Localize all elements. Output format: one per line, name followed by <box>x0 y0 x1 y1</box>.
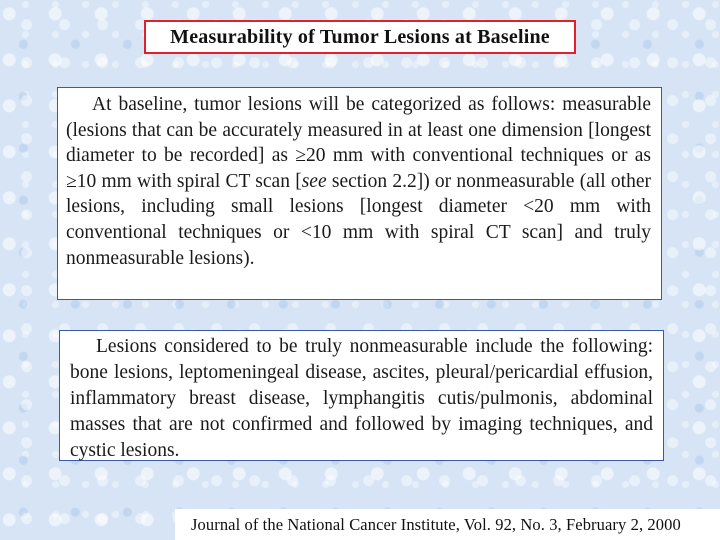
nonmeasurable-lesions-text: Lesions considered to be truly nonmeasurable include the following: bone lesions, leptomeningeal disease, ascites, pleural/pericardial effusion, inflammatory breast disease, lymphangitis cutis/pulmonis, abdominal masses that are not confirmed and followed by imaging techniques, and cystic lesions. <box>70 336 653 461</box>
citation-box <box>175 509 720 540</box>
slide-title: Measurability of Tumor Lesions at Baseline <box>170 25 550 48</box>
baseline-categorization-box <box>57 87 662 300</box>
slide-title-box <box>144 20 576 54</box>
citation-text: Journal of the National Cancer Institute, Vol. 92, No. 3, February 2, 2000 <box>191 514 681 534</box>
paragraph1-part2: section 2.2]) or nonmeasurable (all other lesions, including small lesions [longest diameter <20 mm with conventional techniques or <10 mm with spiral CT scan] and truly nonmeasurable lesions). <box>66 170 651 269</box>
nonmeasurable-lesions-box <box>59 330 664 461</box>
baseline-categorization-text <box>66 92 651 271</box>
see-reference: see <box>301 170 327 192</box>
paragraph1-part1: At baseline, tumor lesions will be categorized as follows: measurable (lesions that can be accurately measured in at least one dimension [longest diameter to be recorded] as ≥20 mm with conventional techniques or as ≥10 mm with spiral CT scan [ <box>66 94 651 192</box>
